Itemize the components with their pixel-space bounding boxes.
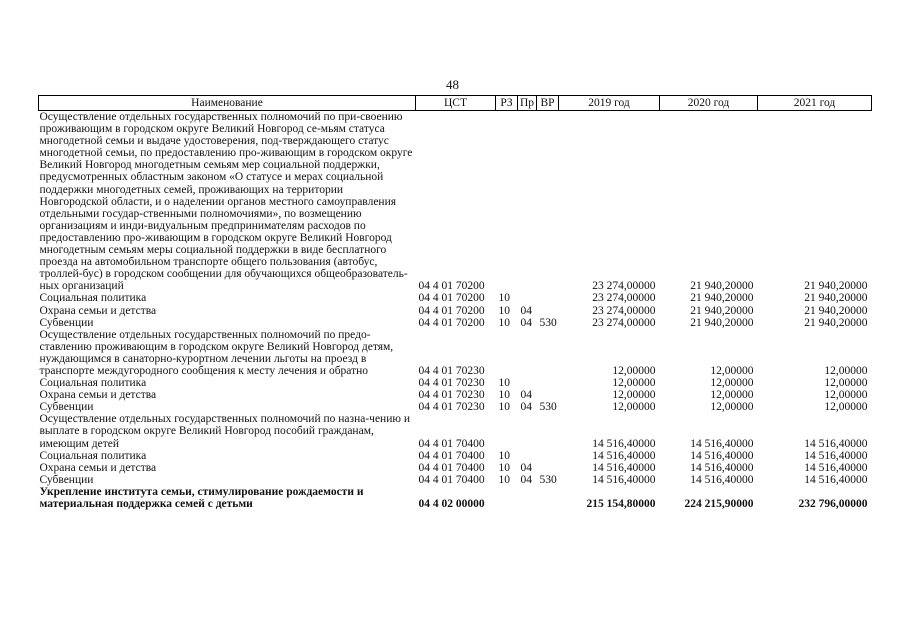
cell-cst: 04 4 01 70200	[418, 280, 485, 293]
cell-cst: 04 4 01 70230	[418, 377, 485, 390]
cell-2020: 14 516,40000	[690, 473, 754, 486]
cell-vr	[537, 450, 559, 462]
cell-cst: 04 4 02 00000	[418, 498, 485, 510]
table-row	[39, 111, 872, 293]
cell-rz: 10	[498, 401, 510, 414]
cell-name: Осуществление отдельных государственных полномочий по при-своению проживающим в городском округе Великий Новгород се-мьям статуса многодетной семьи и выдаче удостоверения, под-тверждающего статус многодетной семьи, по предоставлению про-живающим в городском округе Великий Новгород многодетным семьям мер социальной поддержки, предусмотренных областным законом «О статусе и мерах социальной поддержки многодетных семей, проживающих на территории Новгородской области, и о наделении органов местного самоуправления отдельными государ-ственными полномочиями», по возмещению организациям и инди-видуальным предпринимателям расходов по предоставлению про-живающим в городском округе Великий Новгород многодетным семьям меры социальной поддержки в виде бесплатного проезда на автомобильном транспорте общего пользования (автобус, троллей-бус) в городском сообщении для обучающихся общеобразователь-ных организаций	[39, 111, 413, 293]
cell-2020: 14 516,40000	[690, 461, 754, 474]
cell-pr: 04	[520, 304, 532, 317]
cell-2020: 224 215,90000	[684, 498, 754, 510]
cell-2021: 21 940,20000	[804, 304, 868, 317]
cell-pr	[518, 450, 537, 462]
cell-pr: 04	[520, 389, 532, 402]
cell-pr	[518, 377, 537, 389]
cell-cst: 04 4 01 70230	[418, 401, 485, 414]
cell-name: Субвенции	[39, 401, 94, 414]
cell-2020: 12,00000	[710, 364, 754, 377]
cell-vr	[537, 329, 559, 377]
cell-2020: 21 940,20000	[690, 292, 754, 305]
table-row	[39, 450, 872, 462]
cell-pr	[518, 329, 537, 377]
cell-rz: 10	[498, 377, 510, 390]
cell-name: Осуществление отдельных государственных полномочий по предо-ставлению проживающим в городском округе Великий Новгород детям, нуждающимся в санаторно-курортном лечении льготы на проезд в транспорте междугородного сообщения к месту лечения и обратно	[39, 328, 394, 377]
cell-vr	[537, 389, 559, 401]
cell-rz: 10	[498, 473, 510, 486]
header-2019: 2019 год	[559, 96, 660, 111]
cell-2020: 21 940,20000	[690, 304, 754, 317]
table-row	[39, 317, 872, 329]
cell-2019: 14 516,40000	[592, 449, 656, 462]
cell-pr: 04	[520, 461, 532, 474]
cell-vr	[537, 305, 559, 317]
cell-pr: 04	[520, 316, 532, 329]
table-row	[39, 401, 872, 413]
cell-vr: 530	[539, 473, 557, 486]
cell-cst: 04 4 01 70200	[418, 304, 485, 317]
cell-rz	[496, 329, 518, 377]
cell-2019: 14 516,40000	[592, 437, 656, 450]
cell-name: Охрана семьи и детства	[39, 461, 157, 474]
table-row	[39, 329, 872, 377]
cell-2020: 21 940,20000	[690, 316, 754, 329]
header-2020: 2020 год	[660, 96, 758, 111]
cell-pr	[518, 486, 537, 510]
cell-2019: 12,00000	[612, 377, 656, 390]
cell-2021: 12,00000	[824, 377, 868, 390]
table-row	[39, 413, 872, 449]
cell-2020: 12,00000	[710, 401, 754, 414]
cell-cst: 04 4 01 70200	[418, 292, 485, 305]
cell-2019: 23 274,00000	[592, 292, 656, 305]
cell-name: Социальная политика	[39, 292, 147, 305]
cell-rz: 10	[498, 292, 510, 305]
cell-vr	[537, 292, 559, 304]
cell-rz: 10	[498, 461, 510, 474]
cell-2020: 14 516,40000	[690, 437, 754, 450]
cell-name: Субвенции	[39, 473, 94, 486]
table-row	[39, 305, 872, 317]
cell-cst: 04 4 01 70230	[418, 389, 485, 402]
cell-rz: 10	[498, 389, 510, 402]
table-row	[39, 292, 872, 304]
cell-rz	[496, 486, 518, 510]
table-body	[39, 111, 872, 511]
cell-2019: 215 154,80000	[586, 498, 656, 510]
header-vr: ВР	[537, 96, 559, 111]
cell-2019: 23 274,00000	[592, 280, 656, 293]
cell-2019: 12,00000	[612, 364, 656, 377]
page-number: 48	[446, 77, 459, 92]
cell-2020: 14 516,40000	[690, 449, 754, 462]
cell-rz: 10	[498, 316, 510, 329]
cell-2021: 21 940,20000	[804, 316, 868, 329]
cell-2019: 23 274,00000	[592, 316, 656, 329]
cell-name: Социальная политика	[39, 449, 147, 462]
cell-cst: 04 4 01 70400	[418, 449, 485, 462]
cell-2019: 12,00000	[612, 401, 656, 414]
cell-2019: 23 274,00000	[592, 304, 656, 317]
table-row	[39, 462, 872, 474]
cell-cst: 04 4 01 70200	[418, 316, 485, 329]
cell-2021: 14 516,40000	[804, 461, 868, 474]
cell-2019: 14 516,40000	[592, 461, 656, 474]
cell-2021: 14 516,40000	[804, 437, 868, 450]
header-rz: РЗ	[496, 96, 518, 111]
header-pr: Пр	[518, 96, 537, 111]
table-row	[39, 474, 872, 486]
cell-rz: 10	[498, 449, 510, 462]
cell-vr: 530	[539, 401, 557, 414]
cell-2019: 12,00000	[612, 389, 656, 402]
cell-rz	[496, 111, 518, 293]
cell-cst: 04 4 01 70230	[418, 364, 485, 377]
cell-2021: 12,00000	[824, 364, 868, 377]
table-row	[39, 389, 872, 401]
cell-vr	[537, 462, 559, 474]
cell-cst: 04 4 01 70400	[418, 473, 485, 486]
cell-name: Осуществление отдельных государственных полномочий по назна-чению и выплате в городском округе Великий Новгород пособий гражданам, имеющим детей	[39, 413, 410, 450]
cell-vr	[537, 111, 559, 293]
cell-2021: 21 940,20000	[804, 292, 868, 305]
cell-2021: 12,00000	[824, 401, 868, 414]
cell-2021: 232 796,00000	[798, 498, 868, 510]
header-cst: ЦСТ	[416, 96, 496, 111]
cell-2020: 12,00000	[710, 389, 754, 402]
cell-2021: 21 940,20000	[804, 280, 868, 293]
table-row	[39, 377, 872, 389]
cell-name: Укрепление института семьи, стимулирование рождаемости и материальная поддержка семей с детьми	[39, 485, 364, 510]
header-2021: 2021 год	[758, 96, 872, 111]
cell-2021: 12,00000	[824, 389, 868, 402]
cell-pr: 04	[520, 473, 532, 486]
cell-2020: 12,00000	[710, 377, 754, 390]
cell-name: Социальная политика	[39, 377, 147, 390]
cell-pr: 04	[520, 401, 532, 414]
cell-pr	[518, 413, 537, 449]
cell-2021: 14 516,40000	[804, 449, 868, 462]
cell-vr	[537, 413, 559, 449]
cell-cst: 04 4 01 70400	[418, 437, 485, 450]
cell-name: Охрана семьи и детства	[39, 389, 157, 402]
cell-name: Субвенции	[39, 316, 94, 329]
cell-pr	[518, 111, 537, 293]
cell-cst: 04 4 01 70400	[418, 461, 485, 474]
cell-2020: 21 940,20000	[690, 280, 754, 293]
cell-rz: 10	[498, 304, 510, 317]
table-row	[39, 486, 872, 510]
cell-pr	[518, 292, 537, 304]
cell-vr: 530	[539, 316, 557, 329]
cell-2021: 14 516,40000	[804, 473, 868, 486]
cell-vr	[537, 377, 559, 389]
table-header-row	[39, 96, 872, 111]
cell-vr	[537, 486, 559, 510]
budget-table	[38, 95, 872, 510]
cell-name: Охрана семьи и детства	[39, 304, 157, 317]
header-name: Наименование	[39, 96, 416, 111]
cell-2019: 14 516,40000	[592, 473, 656, 486]
cell-rz	[496, 413, 518, 449]
